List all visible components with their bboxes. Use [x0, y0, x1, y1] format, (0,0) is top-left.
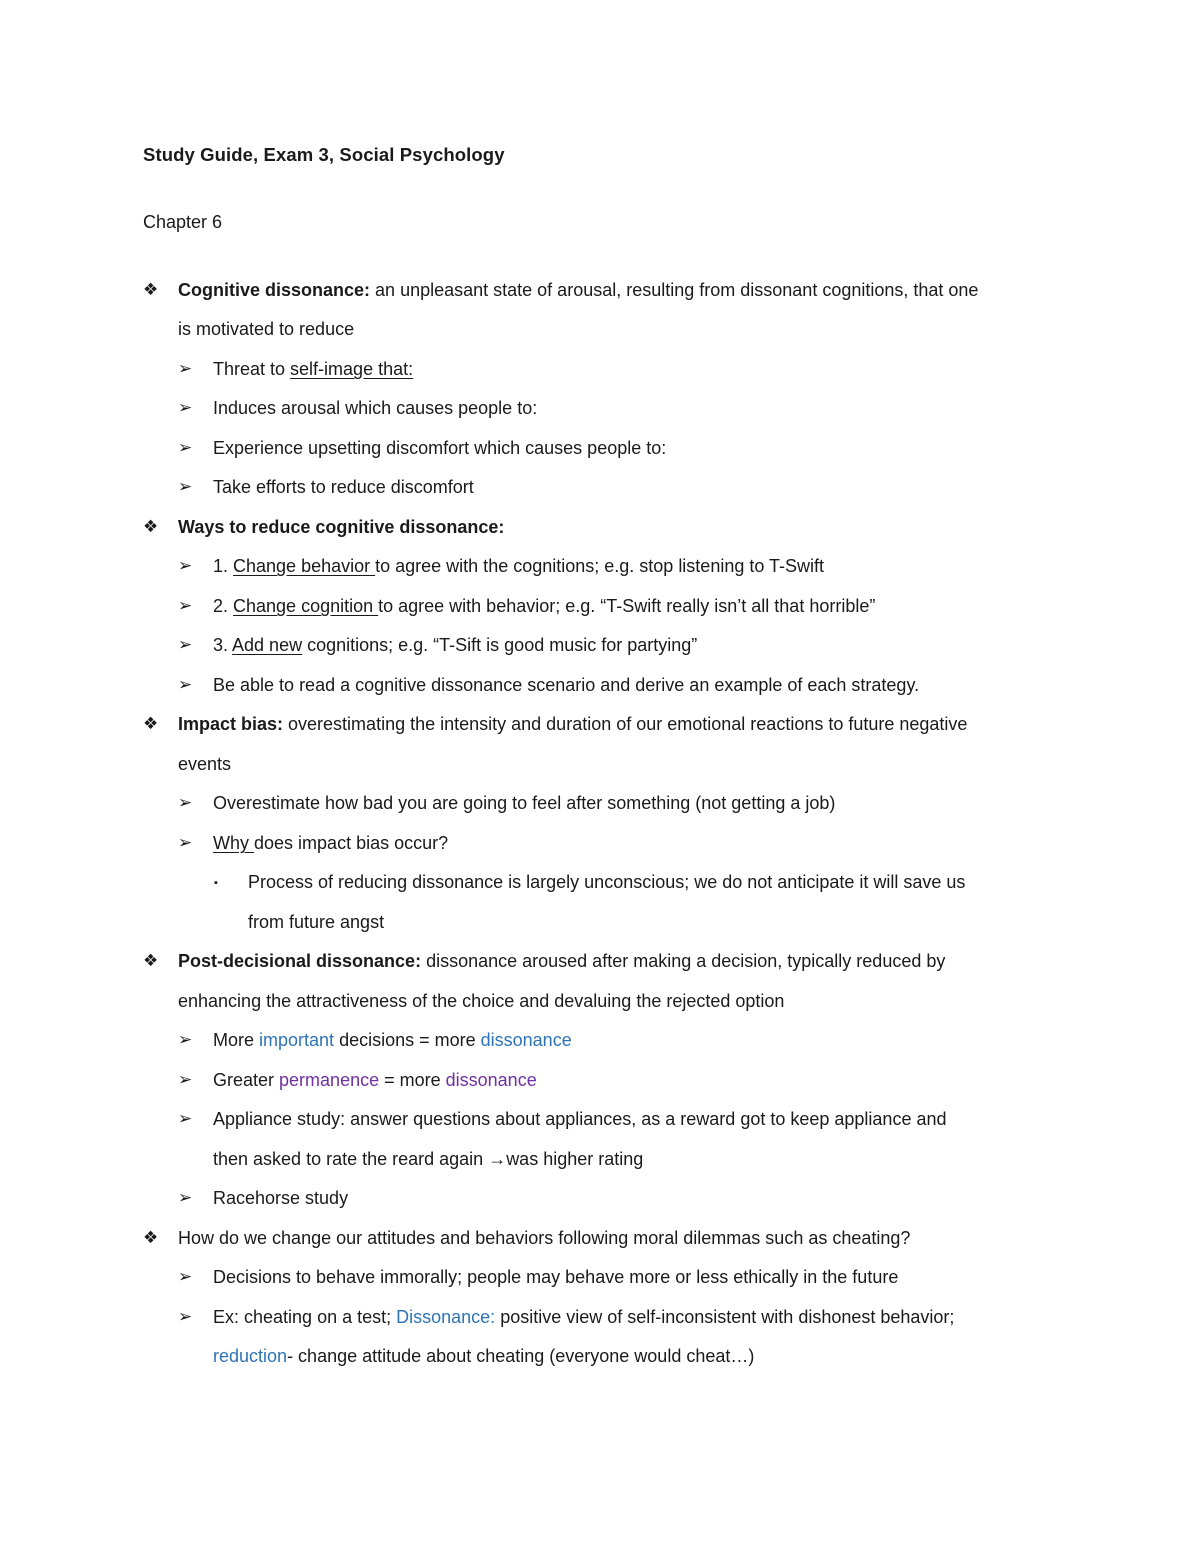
arrow-bullet-icon: ➢	[178, 635, 193, 654]
highlighted-text: permanence	[279, 1070, 380, 1090]
term: Post-decisional dissonance:	[178, 951, 422, 971]
highlighted-text: dissonance	[445, 1070, 537, 1090]
highlighted-text: important	[259, 1030, 335, 1050]
text: Ex: cheating on a test;	[213, 1307, 397, 1327]
ways-to-reduce-heading: Ways to reduce cognitive dissonance:	[178, 517, 505, 537]
definition-continuation: is motivated to reduce	[178, 319, 355, 339]
definition-text: overestimating the intensity and duration of our emotional reactions to future negative	[283, 714, 968, 734]
list-item: Experience upsetting discomfort which causes people to:	[213, 438, 667, 458]
impact-bias-definition	[178, 712, 967, 736]
list-item	[213, 1305, 954, 1329]
text: to agree with the cognitions; e.g. stop listening to T-Swift	[375, 556, 825, 576]
text: to agree with behavior; e.g. “T-Swift really isn’t all that horrible”	[378, 596, 876, 616]
list-item	[213, 633, 697, 657]
chapter-heading: Chapter 6	[143, 212, 223, 232]
arrow-bullet-icon: ➢	[178, 675, 193, 694]
list-item-continuation: from future angst	[248, 912, 385, 932]
arrow-bullet-icon: ➢	[178, 1267, 193, 1286]
list-item-continuation	[213, 1344, 754, 1368]
diamond-bullet-icon: ❖	[143, 517, 159, 536]
cognitive-dissonance-definition	[178, 278, 978, 302]
diamond-bullet-icon: ❖	[143, 714, 159, 733]
text: decisions = more	[334, 1030, 481, 1050]
text: 3.	[213, 635, 233, 655]
arrow-bullet-icon: ➢	[178, 1109, 193, 1128]
arrow-bullet-icon: ➢	[178, 1188, 193, 1207]
term: Impact bias:	[178, 714, 284, 734]
definition-text: dissonance aroused after making a decision, typically reduced by	[421, 951, 946, 971]
underlined-text: self-image that:	[290, 359, 414, 379]
underlined-text: Why	[213, 833, 255, 853]
definition-continuation: enhancing the attractiveness of the choice and devaluing the rejected option	[178, 991, 785, 1011]
list-item: Appliance study: answer questions about appliances, as a reward got to keep appliance and	[213, 1109, 947, 1129]
list-item: Process of reducing dissonance is largely unconscious; we do not anticipate it will save us	[248, 872, 966, 892]
term: Cognitive dissonance:	[178, 280, 371, 300]
list-item: Be able to read a cognitive dissonance scenario and derive an example of each strategy.	[213, 675, 920, 695]
list-item	[213, 594, 875, 618]
arrow-bullet-icon: ➢	[178, 477, 193, 496]
text: cognitions; e.g. “T-Sift is good music for partying”	[302, 635, 698, 655]
list-item-continuation	[213, 1147, 643, 1171]
text: - change attitude about cheating (everyone would cheat…)	[287, 1346, 755, 1366]
diamond-bullet-icon: ❖	[143, 951, 159, 970]
list-item: Induces arousal which causes people to:	[213, 398, 538, 418]
arrow-bullet-icon: ➢	[178, 398, 193, 417]
definition-text: an unpleasant state of arousal, resulting from dissonant cognitions, that one	[370, 280, 979, 300]
underlined-text: Add new	[232, 635, 303, 655]
diamond-bullet-icon: ❖	[143, 280, 159, 299]
arrow-bullet-icon: ➢	[178, 438, 193, 457]
highlighted-text: reduction	[213, 1346, 288, 1366]
text: was higher rating	[506, 1149, 644, 1169]
list-item: Take efforts to reduce discomfort	[213, 477, 474, 497]
text: Greater	[213, 1070, 280, 1090]
moral-dilemma-question: How do we change our attitudes and behaviors following moral dilemmas such as cheating?	[178, 1228, 911, 1248]
arrow-bullet-icon: ➢	[178, 793, 193, 812]
text: 1.	[213, 556, 234, 576]
text: Threat to	[213, 359, 291, 379]
underlined-text: Change behavior	[233, 556, 376, 576]
arrow-bullet-icon: ➢	[178, 596, 193, 615]
text: then asked to rate the reard again	[213, 1149, 489, 1169]
highlighted-text: dissonance	[480, 1030, 572, 1050]
arrow-right-icon: →	[488, 1149, 507, 1169]
text: positive view of self-inconsistent with dishonest behavior;	[495, 1307, 955, 1327]
text: More	[213, 1030, 260, 1050]
arrow-bullet-icon: ➢	[178, 556, 193, 575]
diamond-bullet-icon: ❖	[143, 1228, 159, 1247]
text: 2.	[213, 596, 234, 616]
text: does impact bias occur?	[254, 833, 449, 853]
list-item	[213, 1068, 537, 1092]
list-item: Overestimate how bad you are going to feel after something (not getting a job)	[213, 793, 836, 813]
list-item	[213, 831, 448, 855]
list-item	[213, 357, 413, 381]
highlighted-text: Dissonance:	[396, 1307, 496, 1327]
list-item	[213, 554, 824, 578]
arrow-bullet-icon: ➢	[178, 359, 193, 378]
text: = more	[379, 1070, 446, 1090]
page-title: Study Guide, Exam 3, Social Psychology	[143, 144, 505, 165]
arrow-bullet-icon: ➢	[178, 1307, 193, 1326]
arrow-bullet-icon: ➢	[178, 1030, 193, 1049]
arrow-bullet-icon: ➢	[178, 1070, 193, 1089]
list-item: Racehorse study	[213, 1188, 349, 1208]
list-item: Decisions to behave immorally; people may behave more or less ethically in the future	[213, 1267, 899, 1287]
definition-continuation: events	[178, 754, 232, 774]
arrow-bullet-icon: ➢	[178, 833, 193, 852]
post-decisional-dissonance-definition	[178, 949, 945, 973]
square-bullet-icon: ▪	[214, 877, 218, 889]
underlined-text: Change cognition	[233, 596, 379, 616]
list-item	[213, 1028, 572, 1052]
